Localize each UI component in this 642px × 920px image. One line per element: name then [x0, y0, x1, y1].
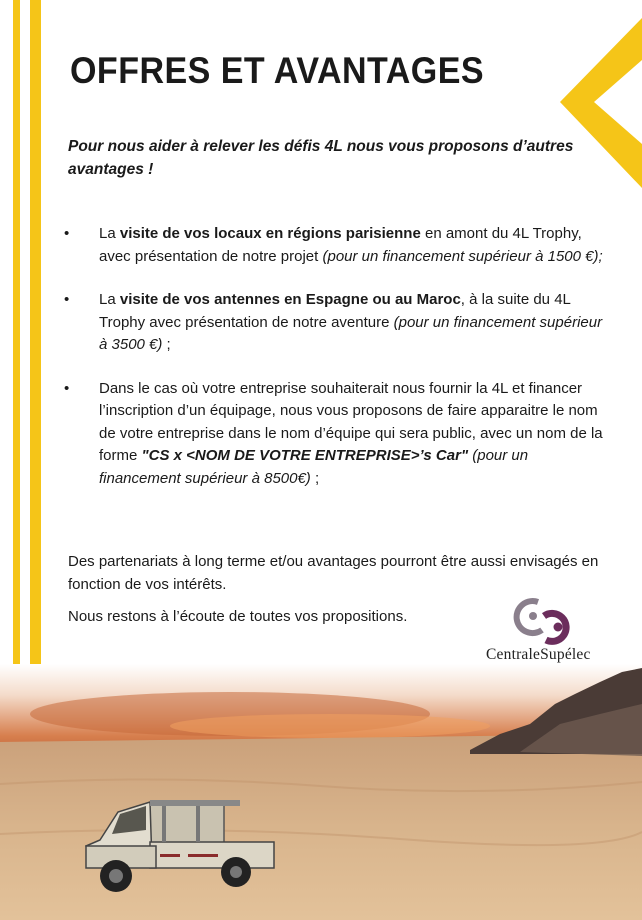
- intro-text: Pour nous aider à relever les défis 4L nous vous proposons d’autres avantages !: [68, 138, 574, 178]
- closing-note: Nous restons à l’écoute de toutes vos propositions.: [68, 608, 408, 625]
- list-item-bold: visite de vos locaux en régions parisienne: [119, 225, 421, 242]
- list-item-text: en amont du 4L Trophy, avec présentation de notre projet: [99, 225, 582, 265]
- list-item-text: , à la suite du 4L Trophy avec présentation de notre aventure: [99, 291, 571, 331]
- bullet-marker: •: [64, 225, 70, 242]
- list-item: [64, 223, 604, 268]
- list-item-italic: (pour un financement supérieur à 8500€): [99, 447, 529, 487]
- list-item-bold: visite de vos antennes en Espagne ou au Maroc: [119, 291, 461, 308]
- list-item-italic: (pour un financement supérieur à 3500 €): [99, 313, 603, 353]
- advantages-list: [64, 223, 604, 511]
- bullet-marker: •: [64, 291, 70, 308]
- desert-scene-image: [0, 664, 642, 920]
- list-item-bold-italic: "CS x <NOM DE VOTRE ENTREPRISE>’s Car": [141, 447, 469, 464]
- list-item-text: ;: [310, 469, 320, 487]
- logo-text: CentraleSupélec: [486, 646, 591, 663]
- list-item-text: Dans le cas où votre entreprise souhaiterait nous fournir la 4L et financer l’inscription d’un équipage, nous vous proposons de faire apparaitre le nom de votre entreprise dans le nom d’équipe qui sera public, avec un nom de la forme: [99, 379, 603, 464]
- list-item: [64, 289, 604, 357]
- closing-paragraph: Des partenariats à long terme et/ou avantages pourront être aussi envisagés en fonction de vos intérêts.: [68, 553, 599, 593]
- page-title: OFFRES ET AVANTAGES: [70, 50, 485, 91]
- list-item: [64, 378, 604, 491]
- list-item-text: La: [99, 291, 120, 308]
- bullet-marker: •: [64, 379, 70, 397]
- list-item-text: ;: [162, 336, 171, 353]
- list-item-text: La: [99, 225, 120, 242]
- list-item-italic: (pour un financement supérieur à 1500 €);: [322, 247, 603, 265]
